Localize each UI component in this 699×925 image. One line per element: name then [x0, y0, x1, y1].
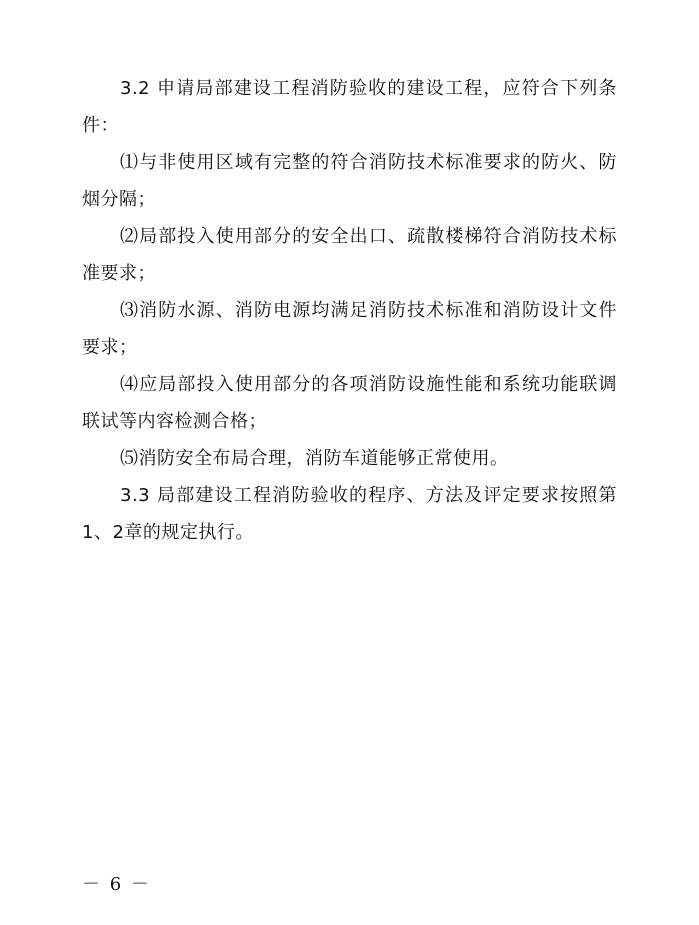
condition-5: ⑸消防安全布局合理，消防车道能够正常使用。 — [120, 448, 509, 469]
condition-1: ⑴与非使用区域有完整的符合消防技术标准要求的防火、防烟分隔； — [82, 152, 617, 210]
page-number: － 6 － — [82, 874, 151, 895]
clause-3-3: 3.3 局部建设工程消防验收的程序、方法及评定要求按照第1、2章的规定执行。 — [82, 485, 617, 543]
condition-4: ⑷应局部投入使用部分的各项消防设施性能和系统功能联调联试等内容检测合格； — [82, 374, 617, 432]
clause-3-2: 3.2 申请局部建设工程消防验收的建设工程，应符合下列条件： — [82, 78, 617, 136]
condition-3: ⑶消防水源、消防电源均满足消防技术标准和消防设计文件要求； — [82, 300, 617, 358]
condition-2: ⑵局部投入使用部分的安全出口、疏散楼梯符合消防技术标准要求； — [82, 226, 617, 284]
document-body — [82, 70, 617, 551]
